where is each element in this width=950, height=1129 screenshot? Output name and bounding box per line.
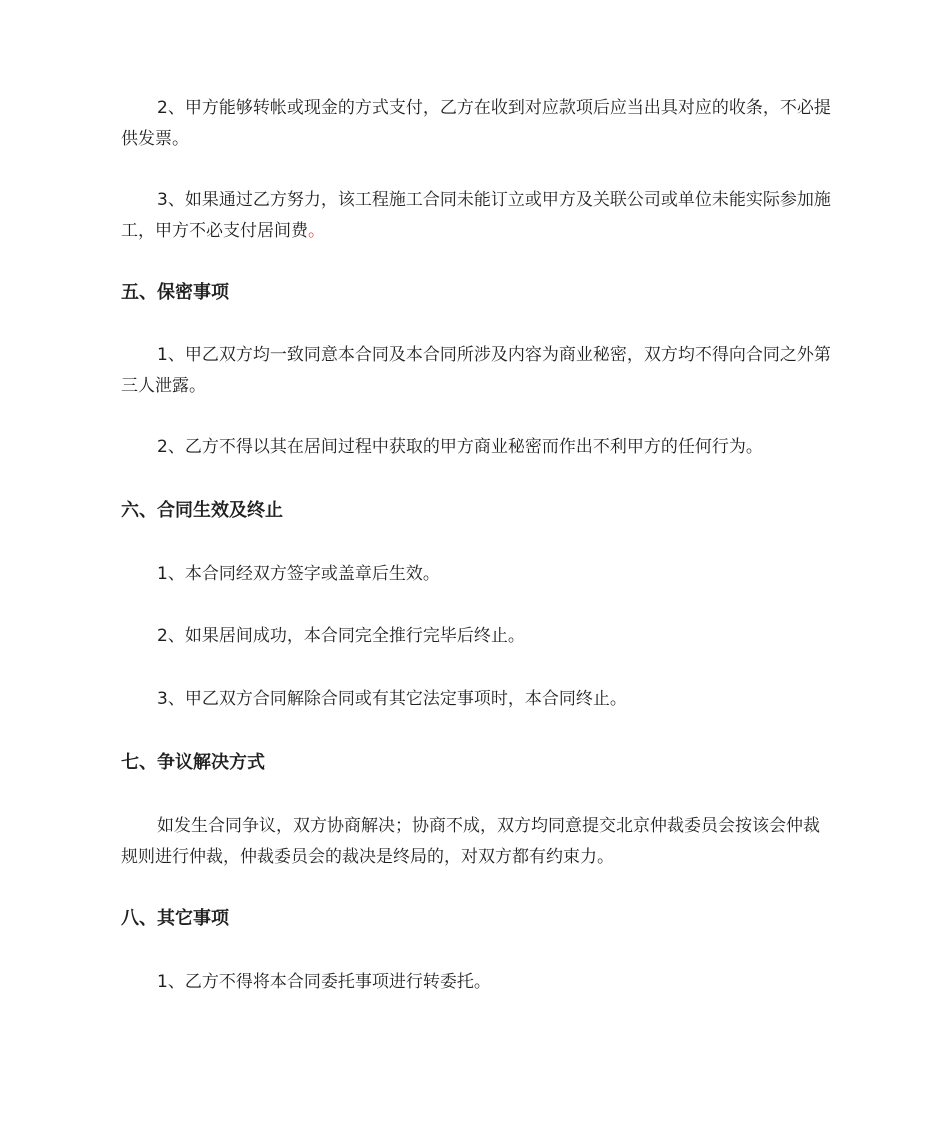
section-6-heading: 六、合同生效及终止 bbox=[121, 500, 283, 521]
clause-7-body: 如发生合同争议，双方协商解决；协商不成，双方均同意提交北京仲裁委员会按该会仲裁规则进行仲裁，仲裁委员会的裁决是终局的，对双方都有约束力。 bbox=[121, 816, 820, 867]
section-7-heading: 七、争议解决方式 bbox=[121, 752, 265, 773]
clause-4-2: 2、甲方能够转帐或现金的方式支付，乙方在收到对应款项后应当出具对应的收条，不必提供发票。 bbox=[121, 98, 831, 149]
clause-6-1: 1、本合同经双方签字或盖章后生效。 bbox=[157, 564, 440, 584]
clause-4-3-text: 3、如果通过乙方努力，该工程施工合同未能订立或甲方及关联公司或单位未能实际参加施工，甲方不必支付居间费 bbox=[121, 190, 831, 241]
clause-6-2: 2、如果居间成功，本合同完全推行完毕后终止。 bbox=[157, 626, 525, 646]
clause-8-1: 1、乙方不得将本合同委托事项进行转委托。 bbox=[157, 972, 491, 992]
clause-6-3: 3、甲乙双方合同解除合同或有其它法定事项时，本合同终止。 bbox=[157, 689, 627, 709]
clause-4-3-red-period: 。 bbox=[308, 221, 325, 241]
clause-5-1: 1、甲乙双方均一致同意本合同及本合同所涉及内容为商业秘密，双方均不得向合同之外第三人泄露。 bbox=[121, 345, 831, 396]
clause-4-3 bbox=[121, 185, 833, 247]
section-8-heading: 八、其它事项 bbox=[121, 908, 229, 929]
clause-5-2: 2、乙方不得以其在居间过程中获取的甲方商业秘密而作出不利甲方的任何行为。 bbox=[157, 437, 763, 457]
section-5-heading: 五、保密事项 bbox=[121, 282, 229, 303]
